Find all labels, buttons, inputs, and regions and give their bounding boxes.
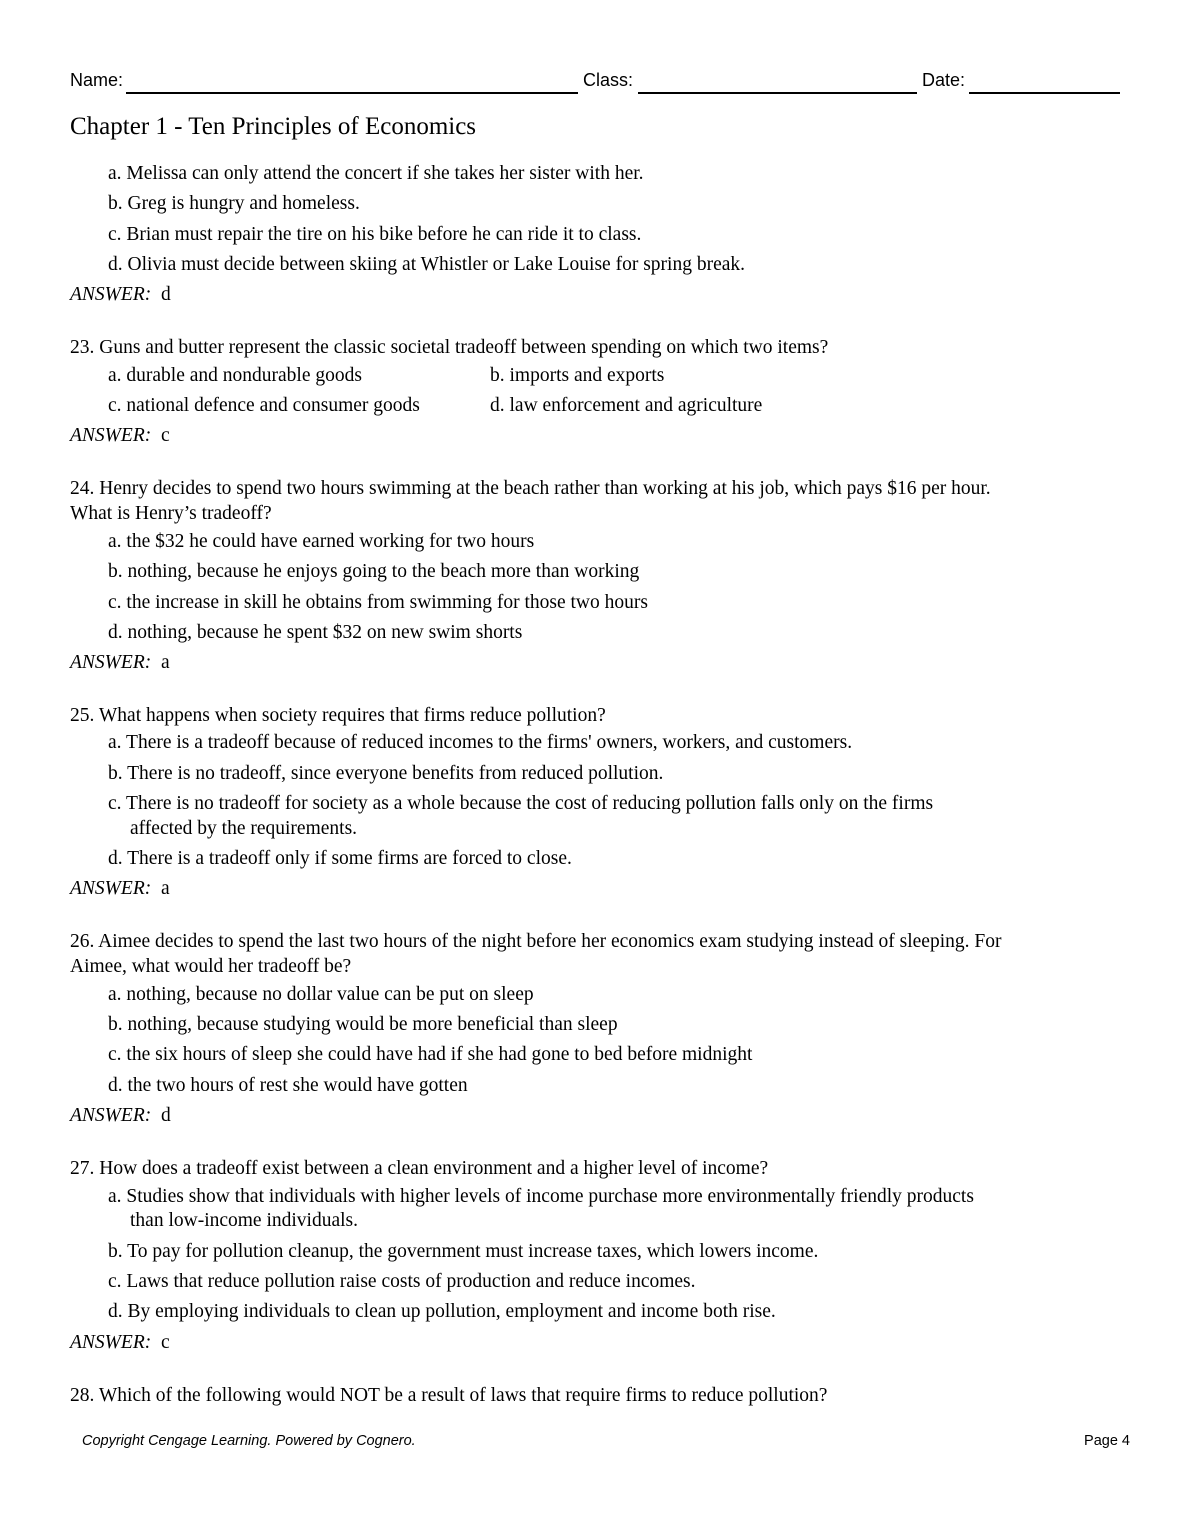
choice-27-b: b. To pay for pollution cleanup, the government must increase taxes, which lowers income. [108, 1241, 819, 1262]
choice-24-a: a. the $32 he could have earned working for two hours [108, 531, 535, 552]
question-24-stem: 24. Henry decides to spend two hours swimming at the beach rather than working at his job, which pays $16 per hour. [70, 478, 991, 499]
answer-label: ANSWER: [70, 878, 152, 899]
name-label: Name: [70, 70, 124, 90]
choice-22-d: d. Olivia must decide between skiing at Whistler or Lake Louise for spring break. [108, 254, 746, 275]
choice-23-a: a. durable and nondurable goods [108, 365, 362, 386]
choice-27-d: d. By employing individuals to clean up pollution, employment and income both rise. [108, 1301, 776, 1322]
question-23-stem: 23. Guns and butter represent the classic societal tradeoff between spending on which two items? [70, 337, 829, 358]
answer-value: d [160, 1105, 171, 1126]
answer-22 [70, 283, 171, 307]
choice-22-b: b. Greg is hungry and homeless. [108, 193, 360, 214]
question-24-stem-cont: What is Henry’s tradeoff? [70, 503, 272, 524]
choice-25-c-cont: affected by the requirements. [130, 818, 358, 839]
choice-22-a: a. Melissa can only attend the concert if she takes her sister with her. [108, 163, 644, 184]
choice-27-a-cont: than low-income individuals. [130, 1210, 359, 1231]
choice-23-c: c. national defence and consumer goods [108, 395, 420, 416]
page-title: Chapter 1 - Ten Principles of Economics [70, 113, 477, 140]
choice-25-c: c. There is no tradeoff for society as a whole because the cost of reducing pollution falls only on the firms [108, 793, 934, 814]
answer-23 [70, 424, 170, 448]
answer-value: a [160, 878, 170, 899]
choice-22-c: c. Brian must repair the tire on his bike before he can ride it to class. [108, 224, 642, 245]
choice-26-b: b. nothing, because studying would be more beneficial than sleep [108, 1014, 618, 1035]
page-number: Page 4 [1084, 1433, 1130, 1449]
answer-27 [70, 1331, 170, 1355]
answer-value: d [160, 284, 171, 305]
answer-24 [70, 651, 170, 675]
question-25-stem: 25. What happens when society requires that firms reduce pollution? [70, 705, 606, 726]
choice-25-b: b. There is no tradeoff, since everyone benefits from reduced pollution. [108, 763, 664, 784]
answer-label: ANSWER: [70, 425, 152, 446]
question-26-stem: 26. Aimee decides to spend the last two hours of the night before her economics exam studying instead of sleeping. For [70, 931, 1002, 952]
date-label: Date: [922, 70, 966, 90]
question-28-stem: 28. Which of the following would NOT be a result of laws that require firms to reduce pollution? [70, 1385, 828, 1406]
choice-23-d: d. law enforcement and agriculture [490, 395, 763, 416]
choice-27-a: a. Studies show that individuals with higher levels of income purchase more environmentally friendly products [108, 1186, 974, 1207]
choice-25-a: a. There is a tradeoff because of reduced incomes to the firms' owners, workers, and customers. [108, 732, 853, 753]
choice-24-b: b. nothing, because he enjoys going to the beach more than working [108, 561, 640, 582]
answer-value: c [160, 425, 170, 446]
choice-26-a: a. nothing, because no dollar value can be put on sleep [108, 984, 534, 1005]
choice-27-c: c. Laws that reduce pollution raise costs of production and reduce incomes. [108, 1271, 696, 1292]
choice-24-d: d. nothing, because he spent $32 on new swim shorts [108, 622, 523, 643]
answer-label: ANSWER: [70, 652, 152, 673]
choice-26-d: d. the two hours of rest she would have gotten [108, 1075, 468, 1096]
class-label: Class: [583, 70, 634, 90]
answer-label: ANSWER: [70, 1332, 152, 1353]
answer-label: ANSWER: [70, 284, 152, 305]
choice-24-c: c. the increase in skill he obtains from swimming for those two hours [108, 592, 648, 613]
answer-value: c [160, 1332, 170, 1353]
question-26-stem-cont: Aimee, what would her tradeoff be? [70, 956, 352, 977]
question-27-stem: 27. How does a tradeoff exist between a clean environment and a higher level of income? [70, 1158, 769, 1179]
answer-25 [70, 877, 170, 901]
answer-26 [70, 1104, 171, 1128]
choice-26-c: c. the six hours of sleep she could have had if she had gone to bed before midnight [108, 1044, 753, 1065]
choice-25-d: d. There is a tradeoff only if some firms are forced to close. [108, 848, 572, 869]
answer-value: a [160, 652, 170, 673]
footer-copyright: Copyright Cengage Learning. Powered by Cognero. [82, 1433, 416, 1449]
answer-label: ANSWER: [70, 1105, 152, 1126]
choice-23-b: b. imports and exports [490, 365, 665, 386]
